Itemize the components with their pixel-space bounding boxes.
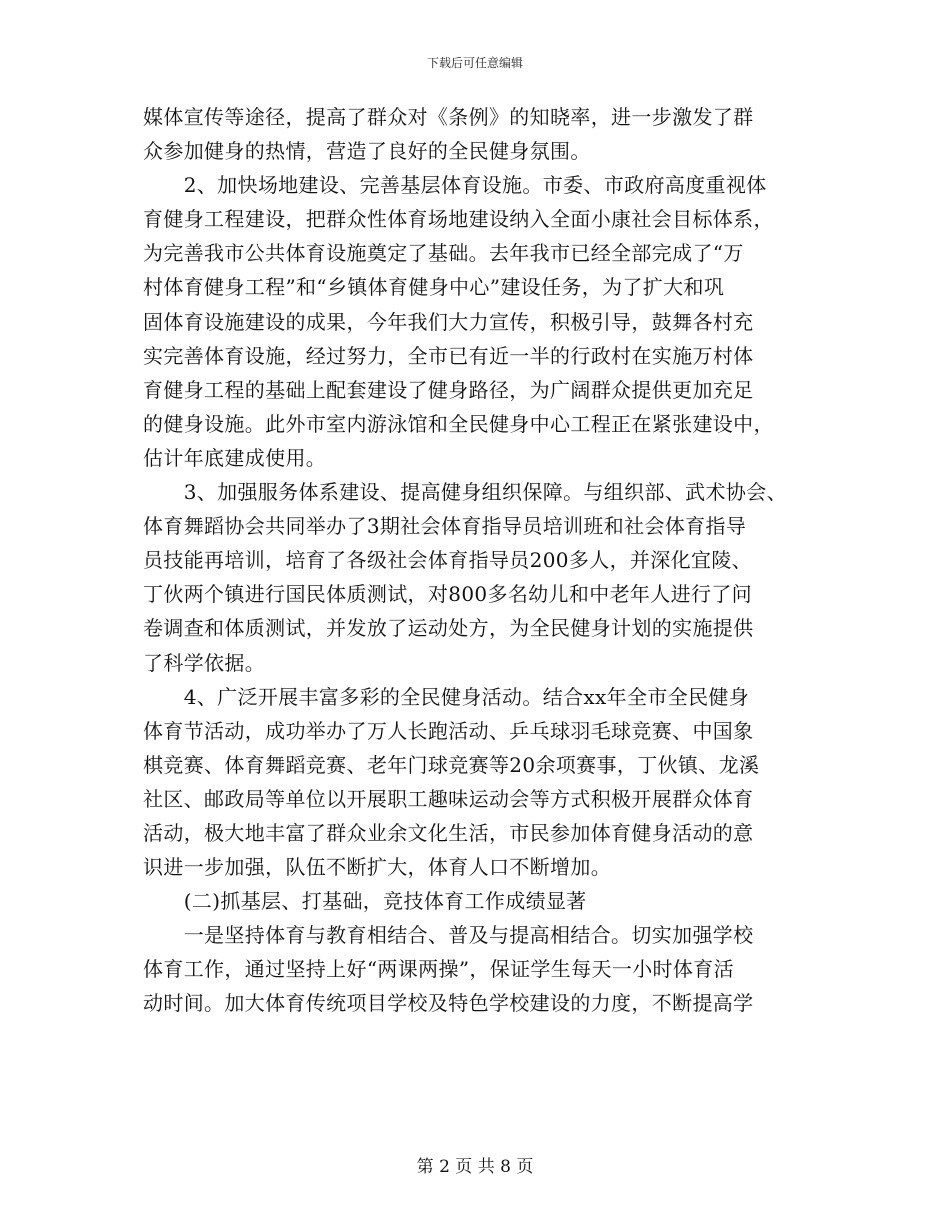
text-line: 估计年底建成使用。 — [143, 445, 327, 470]
text-line: 卷调查和体质测试，并发放了运动处方，为全民健身计划的实施提供 — [143, 616, 754, 641]
page-header: 下载后可任意编辑 — [426, 56, 523, 70]
text-line: 的健身设施。此外市室内游泳馆和全民健身中心工程正在紧张建设中， — [143, 411, 774, 436]
text-line: 3、加强服务体系建设、提高健身组织保障。与组织部、武术协会、 — [143, 480, 787, 505]
text-line: 众参加健身的热情，营造了良好的全民健身氛围。 — [143, 139, 591, 164]
text-line: 员技能再培训，培育了各级社会体育指导员200多人，并深化宜陵、 — [143, 548, 753, 573]
text-line: 村体育健身工程”和“乡镇体育健身中心”建设任务，为了扩大和巩 — [143, 275, 725, 300]
text-line: 体育舞蹈协会共同举办了3期社会体育指导员培训班和社会体育指导 — [143, 514, 747, 539]
text-line: 社区、邮政局等单位以开展职工趣味运动会等方式积极开展群众体育 — [143, 786, 754, 811]
text-line: 了科学依据。 — [143, 650, 266, 675]
text-line: 棋竞赛、体育舞蹈竞赛、老年门球竞赛等20余项赛事，丁伙镇、龙溪 — [143, 752, 760, 777]
text-line: 媒体宣传等途径，提高了群众对《条例》的知晓率，进一步激发了群 — [143, 105, 754, 129]
text-line: 体育工作，通过坚持上好“两课两操”，保证学生每天一小时体育活 — [143, 957, 734, 982]
text-line: 4、广泛开展丰富多彩的全民健身活动。结合xx年全市全民健身 — [143, 684, 750, 709]
page-footer: 第 2 页 共 8 页 — [416, 1157, 534, 1177]
text-line: 一是坚持体育与教育相结合、普及与提高相结合。切实加强学校 — [143, 923, 754, 948]
text-line: 实完善体育设施，经过努力，全市已有近一半的行政村在实施万村体 — [143, 343, 754, 368]
text-line: 动时间。加大体育传统项目学校及特色学校建设的力度，不断提高学 — [143, 991, 754, 1016]
text-line: 固体育设施建设的成果，今年我们大力宣传，积极引导，鼓舞各村充 — [143, 309, 754, 334]
text-line: 体育节活动，成功举办了万人长跑活动、乒乓球羽毛球竞赛、中国象 — [143, 718, 754, 743]
text-line: (二)抓基层、打基础，竞技体育工作成绩显著 — [143, 889, 587, 914]
text-line: 育健身工程的基础上配套建设了健身路径，为广阔群众提供更加充足 — [143, 377, 754, 402]
text-line: 活动，极大地丰富了群众业余文化生活，市民参加体育健身活动的意 — [143, 820, 754, 845]
text-line: 为完善我市公共体育设施奠定了基础。去年我市已经全部完成了“万 — [143, 241, 744, 266]
text-line: 丁伙两个镇进行国民体质测试，对800多名幼儿和中老年人进行了问 — [143, 582, 753, 607]
body-text — [143, 100, 833, 1021]
text-line: 2、加快场地建设、完善基层体育设施。市委、市政府高度重视体 — [143, 173, 767, 198]
text-line: 育健身工程建设，把群众性体育场地建设纳入全面小康社会目标体系， — [143, 207, 774, 232]
text-line: 识进一步加强，队伍不断扩大，体育人口不断增加。 — [143, 855, 612, 880]
